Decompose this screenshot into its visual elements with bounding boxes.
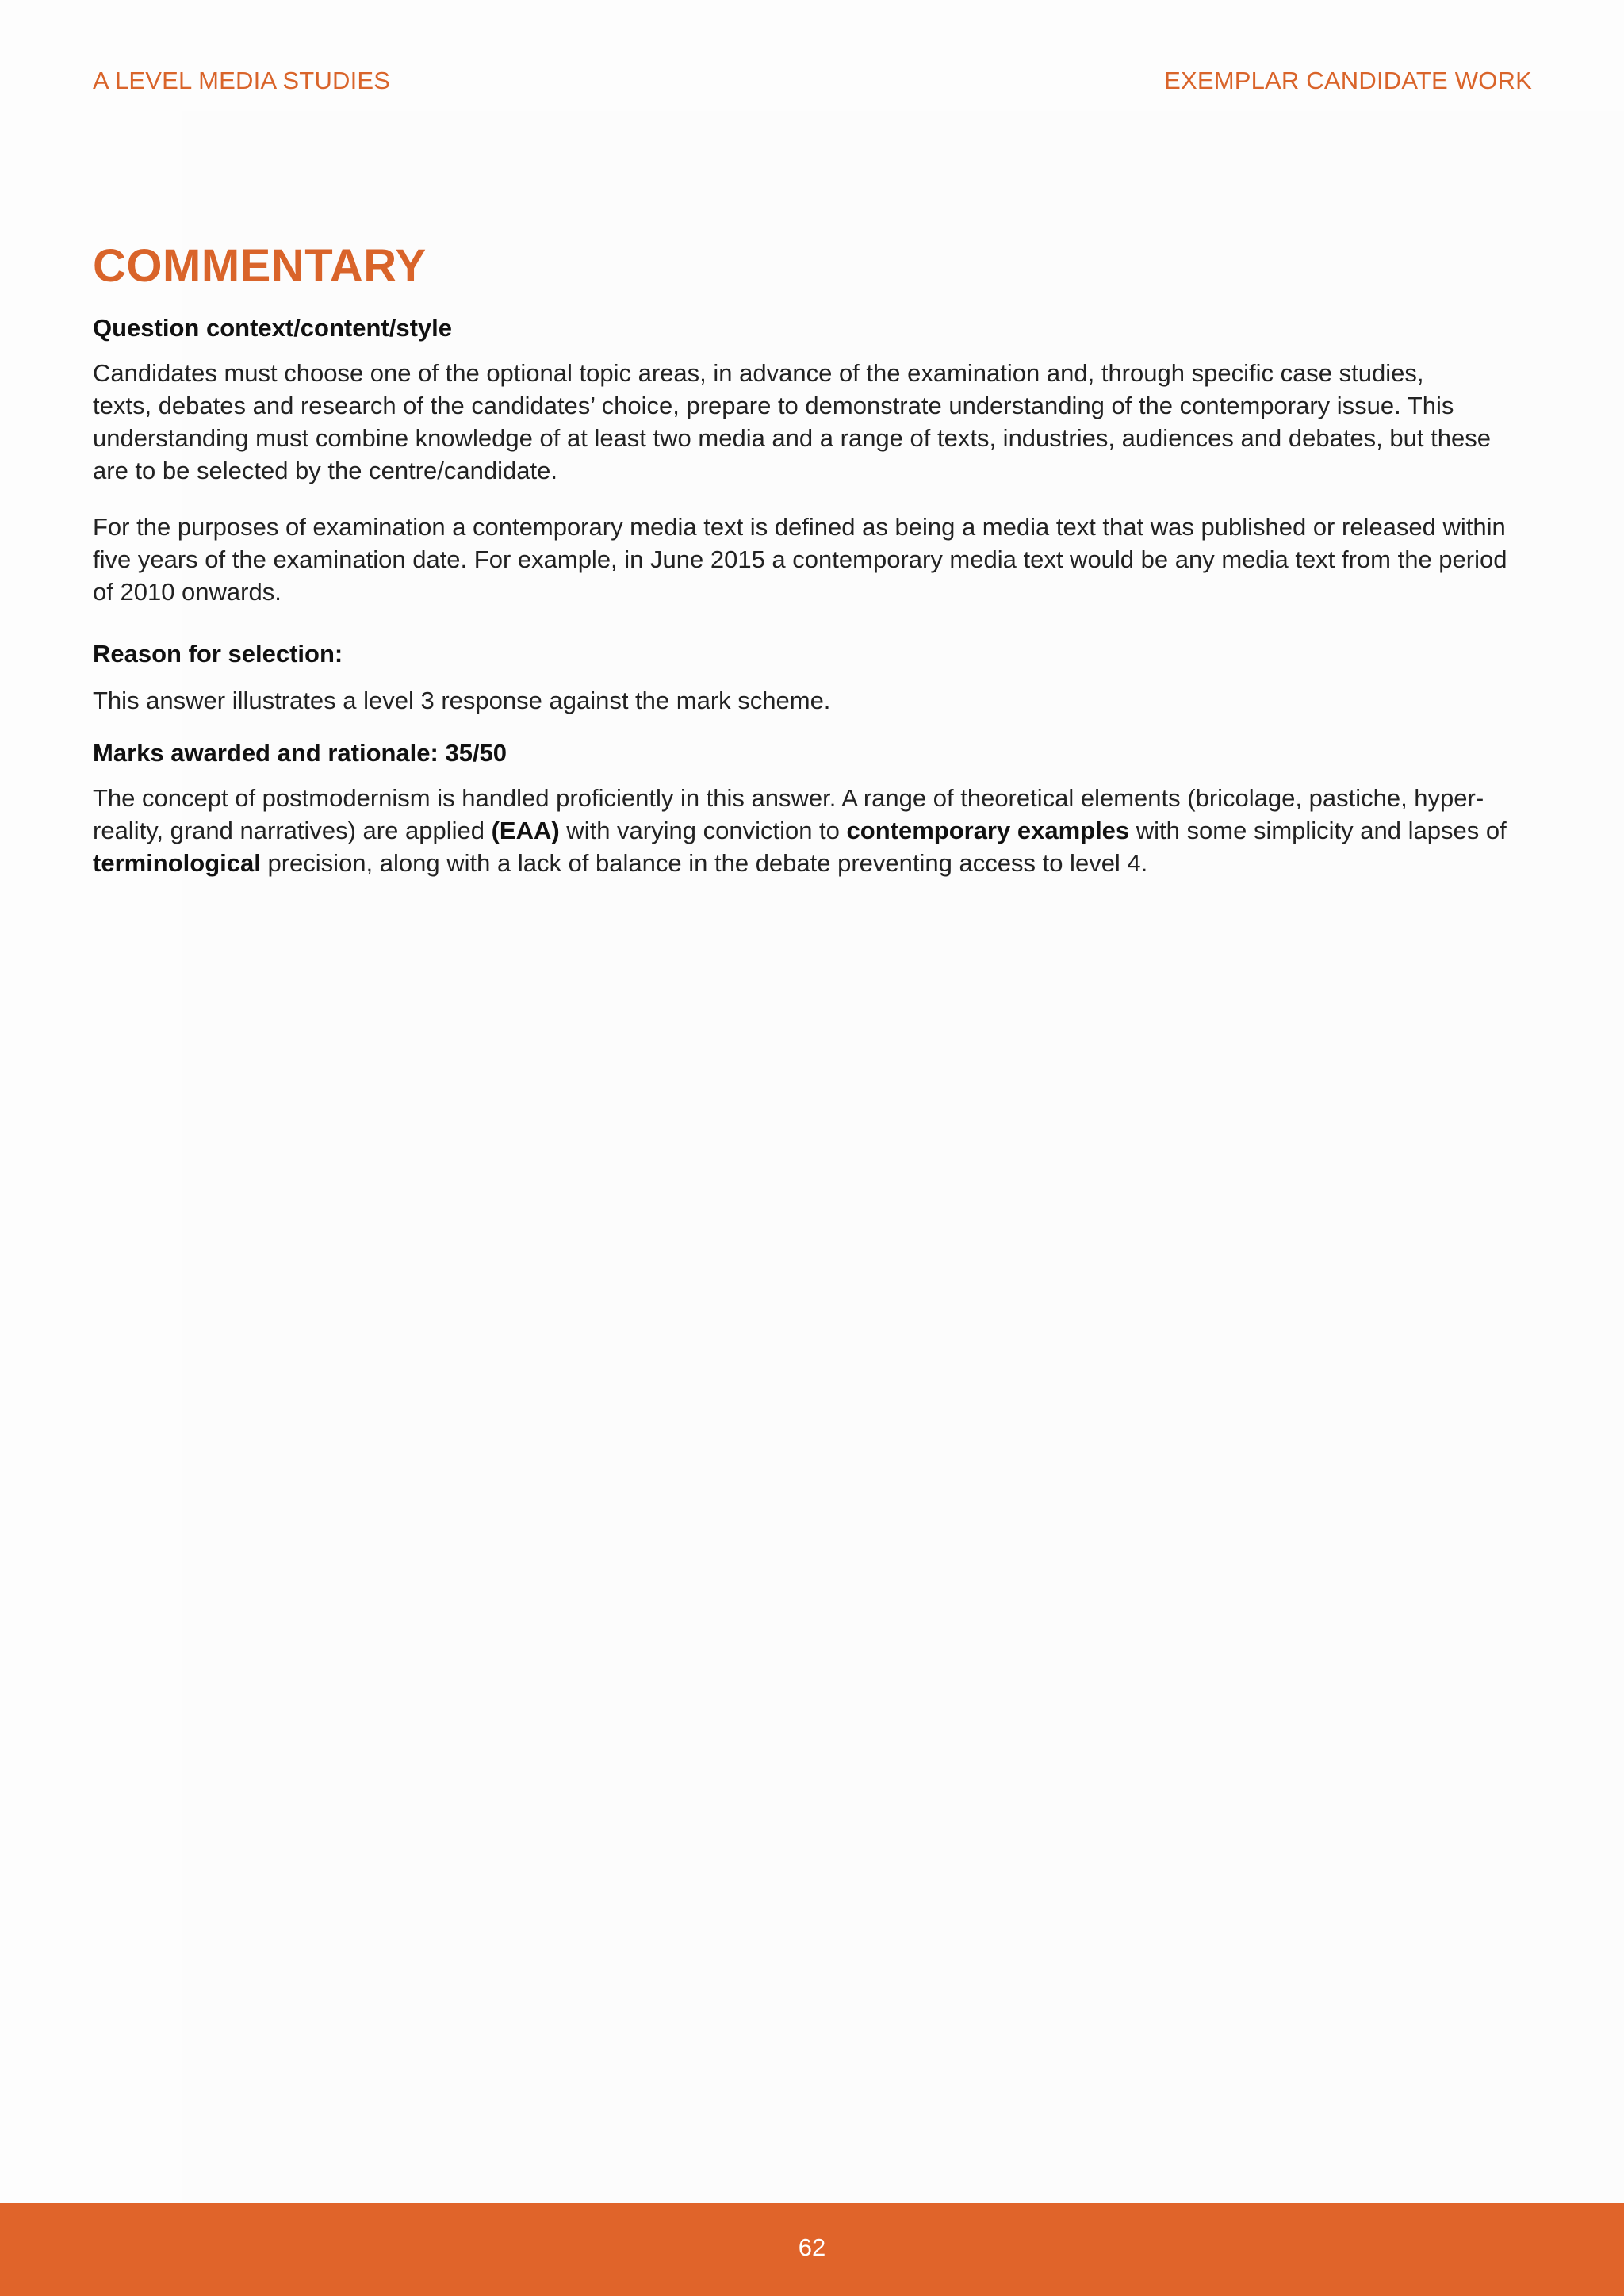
reason-heading: Reason for selection: (93, 640, 343, 668)
marks-rationale (93, 782, 1520, 879)
text-line: Candidates must choose one of the optional topic areas, in advance of the examination and, through specific case studies, (93, 359, 1424, 387)
page-title: COMMENTARY (93, 240, 427, 292)
text-run: with some simplicity and lapses of (1129, 817, 1507, 844)
emphasis-contemporary-examples: contemporary examples (846, 817, 1130, 844)
running-header (93, 67, 1532, 98)
marks-heading: Marks awarded and rationale: 35/50 (93, 739, 508, 767)
emphasis-eaa: (EAA) (491, 817, 560, 844)
header-subject: A LEVEL MEDIA STUDIES (93, 67, 391, 94)
page-number: 62 (798, 2233, 826, 2261)
text-line: The concept of postmodernism is handled proficiently in this answer. A range of theoretical elements (bricolage, pastiche, hyper- (93, 784, 1484, 812)
text-run: with varying conviction to (559, 817, 847, 844)
text-line: five years of the examination date. For example, in June 2015 a contemporary media text would be any media text from the period (93, 545, 1507, 573)
context-heading: Question context/content/style (93, 314, 453, 342)
text-run: precision, along with a lack of balance in the debate preventing access to level 4. (260, 849, 1148, 877)
header-section: EXEMPLAR CANDIDATE WORK (1164, 67, 1532, 94)
text-line: are to be selected by the centre/candidate. (93, 457, 557, 484)
text-line: For the purposes of examination a contemporary media text is defined as being a media text that was published or released within (93, 513, 1506, 541)
text-run: reality, grand narratives) are applied (93, 817, 492, 844)
footer-bar (0, 2203, 1624, 2296)
emphasis-terminological: terminological (93, 849, 261, 877)
reason-text: This answer illustrates a level 3 response against the mark scheme. (93, 687, 831, 714)
text-line: texts, debates and research of the candidates’ choice, prepare to demonstrate understanding of the contemporary issue. This (93, 392, 1454, 419)
context-paragraph-1 (93, 357, 1520, 487)
main-content (93, 235, 1520, 879)
text-line: of 2010 onwards. (93, 578, 282, 606)
text-line: understanding must combine knowledge of at least two media and a range of texts, industries, audiences and debates, but these (93, 424, 1491, 452)
context-paragraph-2 (93, 511, 1520, 608)
